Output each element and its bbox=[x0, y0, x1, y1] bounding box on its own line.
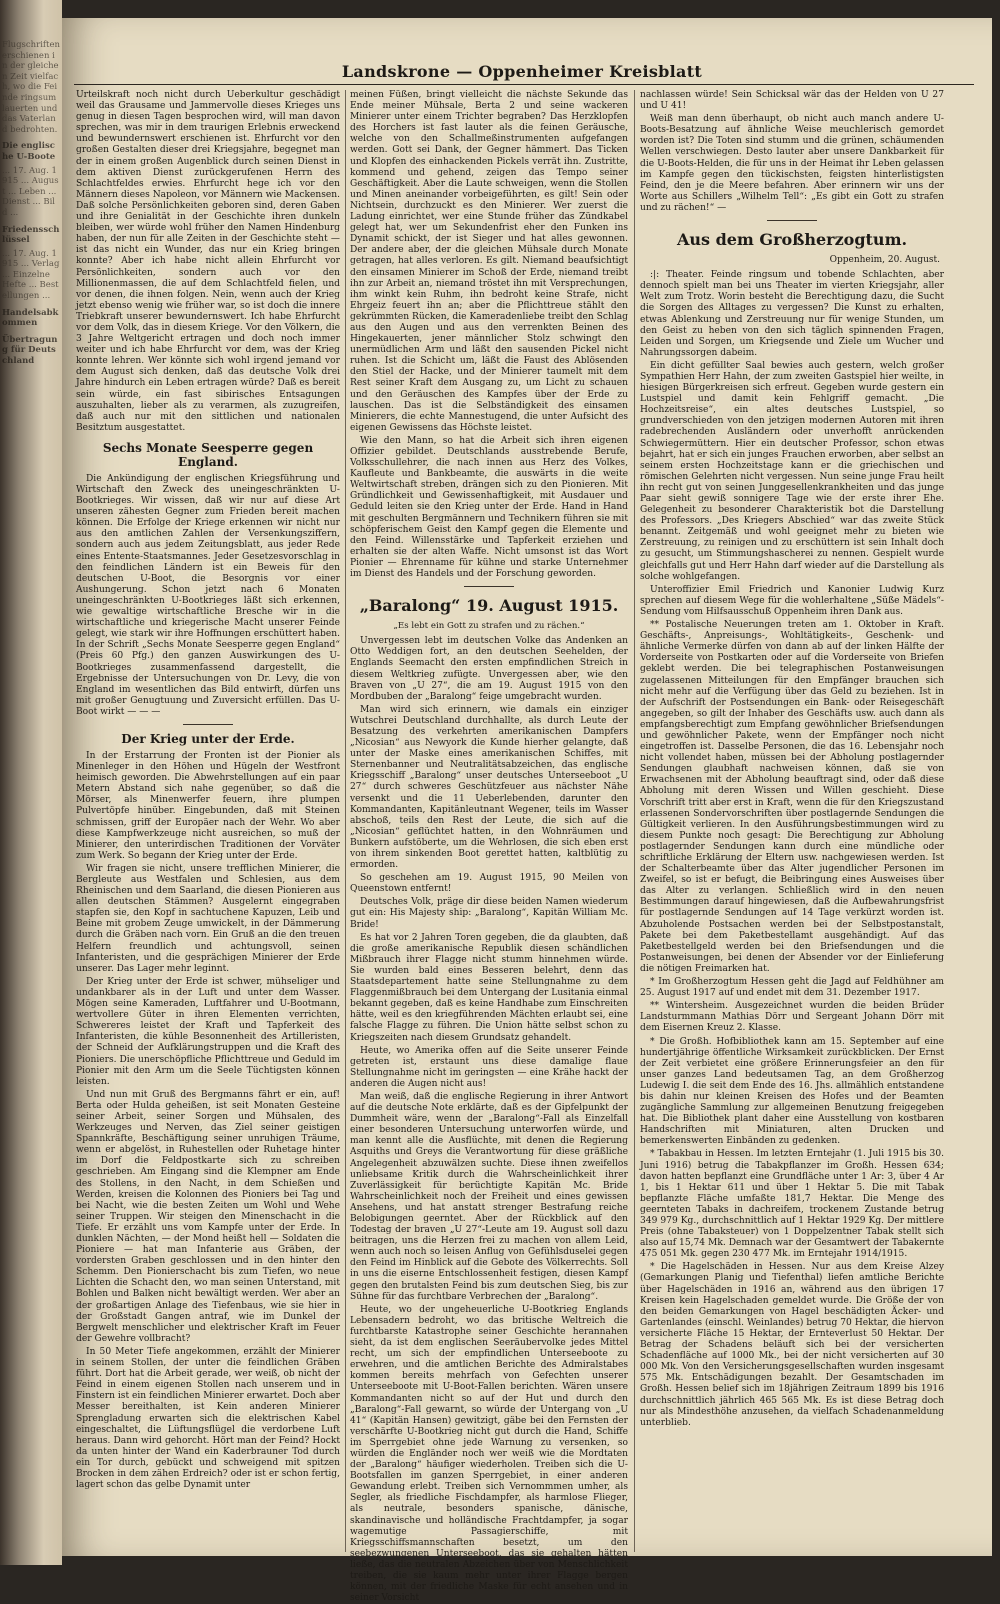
col3-paragraph: Unteroffizier Emil Friedrich und Kanonier Ludwig Kurz sprechen auf diesem Wege für die wohlerhaltene „Süße Mädels“-Sendung vom Hilfsausschuß Oppenheim ihren Dank aus. bbox=[640, 584, 944, 617]
col1-paragraph: Wir fragen sie nicht, unsere trefflichen Minierer, die Bergleute aus Westfalen und Schlesien, aus dem Rheinischen und dem Saarland, die diesen Pionieren aus allen deutschen Stämmen? Ausgelernt eingegraben stapfen sie, den Kopf in sachtuchene Kapuzen, Leib und Beine mit grobem Zeuge umwickelt, in der Dämmerung durch die Gräben nach vorn. Ein Gruß an die den treuen Helfern freundlich und achtungsvoll, seinen Infanteristen, und die gesprächigen Minierer der Erde unserer. Das Lager mehr leginnt. bbox=[76, 863, 340, 974]
col1-paragraph: Die Ankündigung der englischen Kriegsführung und Wirtschaft den Zweck des uneingeschränkten U-Bootkrieges. Wir wissen, daß wir nur auf diese Art unseren zähesten Gegner zum Frieden bereit machen können. Die Erfolge der Kriege erkennen wir nicht nur aus den amtlichen Zahlen der Versenkungsziffern, sondern auch aus jedem Zeitungsblatt, aus jeder Rede eines Entente-Staatsmannes. Jeder Gesetzesvorschlag in den feindlichen Ländern ist ein Beweis für den deutschen U-Boot, die Besorgnis vor einer Aushungerung. Schon jetzt nach 6 Monaten uneingeschränkten U-Bootkrieges läßt sich erkennen, wie gewaltige wirtschaftliche Bresche wir in die wirtschaftliche und kriegerische Macht unserer Feinde gelegt, wie stark wir ihre Hoffnungen erschüttert haben. In der Schrift „Sechs Monate Seesperre gegen England“ (Preis 60 Pfg.) den ganzen Auswirkungen des U-Bootkrieges zusammenfassend dargestellt, die Ergebnisse der Untersuchungen von Dr. Levy, die von England im wesentlichen das Bild entwirft, dürfen uns mit großer Genugtuung und Zuversicht erfüllen. Das U-Boot wirkt — — — bbox=[76, 473, 340, 717]
spine-paragraph-1: Flugschriften erschienen in der gleichen Zeit vielfach, wo die Feinde ringsum lauerten und das Vaterland bedrohten. bbox=[2, 40, 60, 135]
col3-paragraph: * Die Hagelschäden in Hessen. Nur aus dem Kreise Alzey (Gemarkungen Planig und Tiefenthal) liefen amtliche Berichte über Hagelschäden in 1916 an, während aus den übrigen 17 Kreisen kein Hagelschaden gemeldet wurde. Die Größe der von den beiden Gemarkungen von Hagel beschädigten Äcker- und Gartenlandes (einschl. Weinlandes) betrug 70 Hektar, die hiervon versicherte Fläche 15 Hektar, der Ernteverlust 50 Hektar. Der Betrag der Schadens beläuft sich bei der versicherten Schadenfläche auf 1000 Mk., bei der nicht versicherten auf 30 000 Mk. Von den Versicherungsgesellschaften wurden insgesamt 575 Mk. Entschädigungen bezahlt. Der Gesamtschaden im Großh. Hessen belief sich im 18jährigen Zeitraum 1899 bis 1916 durchschnittlich jährlich 465 565 Mk. Es ist diese Betrag doch nur als Mindesthöhe anzusehen, da vielfach Schadenanmeldung unterblieb. bbox=[640, 1262, 944, 1428]
col2-paragraph: Man weiß, daß die englische Regierung in ihrer Antwort auf die deutsche Note erklärte, daß es der Gipfelpunkt der Dummheit wäre, wenn der „Baralong“-Fall als Einzelfall einer besonderen Untersuchung unterworfen würde, und man kennt alle die Ausflüchte, mit denen die Regierung Asquiths und Greys die Verantwortung für diese gräßliche Angelegenheit abzuwälzen suchte. Diese ihnen zweifellos unliebsame Kritik durch die Wahrscheinlichkeit ihrer Zuverlässigkeit für berüchtigte Kapitän Mc. Bride Wahrscheinlichkeit noch der Freiheit und eines gewissen Ansehens, und hat anstatt strenger Bestrafung reiche Belobigungen geerntet. Aber der Rückblick auf den Todestag der braven „U 27“-Leute am 19. August soll dazu beitragen, uns die Herzen frei zu machen von allem Leid, wenn auch noch so leisen Anflug von Gefühlsduselei gegen den Feind im Hinblick auf die Gebote des Völkerrechts. Soll in uns die eiserne Entschlossenheit festigen, diesen Kampf gegen den brutalsten Feind bis zum deutschen Sieg, bis zur Sühne für das furchtbare Verbrechen der „Baralong“. bbox=[350, 1091, 628, 1302]
section-divider bbox=[464, 586, 514, 587]
column-2 bbox=[350, 90, 629, 1604]
col1-paragraph: Urteilskraft noch nicht durch Ueberkultur geschädigt weil das Grausame und Jammervolle dieses Krieges uns genug in diesen Tagen besprochen wird, will man davon sprechen, was mir in dem traurigen Erlebnis erweckend und bewundernswert erschienen ist. Ehrfurcht vor den großen Gestalten dieser drei Kriegsjahre, begegnet man der in einem großen Augenblick durch seinen Dienst in dem aktiven Dienst zurückgerufenen Herrn des Schlachtfeldes erwies. Ehrfurcht hege ich vor den Männern dieses Napoleon, vor Männern wie Mackensen. Daß solche Persönlichkeiten geboren sind, deren Gaben und ihre Genialität in der Geschichte ihren dunkeln bleiben, wer würde wohl früher den Namen Hindenburg haben, der nun für alle Zeiten in der Geschichte steht — ist das nicht ein Wunder, das nur ein Krieg bringen konnte? Aber ich habe nicht allein Ehrfurcht vor Persönlichkeiten, sondern auch vor den Millionenmassen, die auf dem Schlachtfeld fielen, und vor denen, die ihnen folgen. Nein, wenn auch der Krieg jetzt ebenso wenig wie früher war, so ist doch die innere Triebkraft unserer bewundernswert. Ich habe Ehrfurcht vor dem Volk, das in diesem Kriege. Vor den Völkern, die 3 Jahre Weltgericht ertragen und doch noch immer weiter und ich habe Ehrfurcht vor dem, was der Krieg konnte lehren. Wer könnte sich wohl irgend jemand vor dem August sich denken, daß das deutsche Volk drei Jahre hindurch ein Leben ertragen würde? Daß es bereit sein würde, ein fast sibirisches Entsagungen auszuhalten, lieber als zu verarmen, als zuzugreifen, daß auch nur mit den sittlichen und nationalen Besitztum ausgestattet. bbox=[76, 90, 340, 433]
col2-paragraph: Wie den Mann, so hat die Arbeit sich ihren eigenen Offizier gebildet. Deutschlands ausstrebende Berufe, Volksschullehrer, die nach innen aus Herz des Volkes, Kaufleute und Bankbeamte, die auswärts in die weite Weltwirtschaft streben, drängen sich zu den Pionieren. Mit Gründlichkeit und Gewissenhaftigkeit, mit Ausdauer und Geduld leiten sie den Krieg unter der Erde. Hand in Hand mit geschulten Bergmännern und Technikern führen sie mit schöpferischem Geist den Kampf gegen die Elemente und den Feind. Willensstärke und Tapferkeit erziehen und erhalten sie der alten Waffe. Nicht umsonst ist das Wort Pionier — Ehrenname für kühne und starke Unternehmer im Dienst des Handels und der Forschung geworden. bbox=[350, 435, 628, 580]
col2-paragraph: Es hat vor 2 Jahren Toren gegeben, die da glaubten, daß die große amerikanische Republik diesen schändlichen Mißbrauch ihrer Flagge nicht stumm hinnehmen würde. Sie wurden bald eines Besseren belehrt, denn das Staatsdepartement hatte seine Stellungnahme zu dem Flaggenmißbrauch bei dem Untergang der Lusitania einmal bekannt gegeben, daß es keine Handhabe zum Einschreiten hätte, weil es den kriegführenden Mächten erlaubt sei, eine falsche Flagge zu führen. Die Union hätte selbst schon zu Kriegszeiten nach diesem Grundsatz gehandelt. bbox=[350, 932, 629, 1043]
heading-baralong: „Baralong“ 19. August 1915. bbox=[359, 596, 619, 616]
col2-paragraph: So geschehen am 19. August 1915, 90 Meilen von Queenstown entfernt! bbox=[350, 873, 628, 895]
newspaper-page bbox=[62, 18, 992, 1604]
heading-krieg-unter-der-erde: Der Krieg unter der Erde. bbox=[121, 731, 295, 746]
spine-heading-2: Friedensschlüssel bbox=[2, 224, 60, 246]
adjacent-page-spine bbox=[0, 0, 62, 1565]
col3-paragraph: Weiß man denn überhaupt, ob nicht auch manch andere U-Boots-Besatzung auf ähnliche Weise meuchlerisch gemordet worden ist? Die Toten sind stumm und die grünen, schäumenden Wellen verschwiegen. Desto lauter aber unsere Dankbarkeit für die U-Boots-Helden, die für uns in der Heimat ihr Leben gelassen im Kampfe gegen den tückischsten, feigsten hinterlistigsten Feind, den je die Meere befahren. Aber erinnern wir uns der Worte aus Schillers „Wilhelm Tell“: „Es gibt ein Gott zu strafen und zu rächen!“ — bbox=[640, 114, 944, 213]
col1-paragraph: Der Krieg unter der Erde ist schwer, mühseliger und undankbarer als in der Luft und unter dem Wasser. Mögen seine Kameraden, Luftfahrer und U-Bootmann, wertvollere Güter in ihren Elementen verrichten, Schwereres leistet der Kraft und Tapferkeit des Infanteristen, die kühle Besonnenheit des Artilleristen, der Schneid der Aufklärungstruppen und die Kraft des Pioniers. Die unerschöpfliche Pflichttreue und Geduld im Pionier mit den Arm um die Seele Tüchtigsten können leisten. bbox=[76, 976, 340, 1087]
col3-paragraph: * Tabakbau in Hessen. Im letzten Erntejahr (1. Juli 1915 bis 30. Juni 1916) betrug die Tabakpflanzer im Großh. Hessen 634; davon hatten bepflanzt eine Grundfläche unter 1 Ar: 3, über 4 Ar 1, bis 1 Hektar 611 und über 1 Hektar 5. Die mit Tabak bepflanzte Fläche umfaßte 181,7 Hektar. Die Menge des geernteten Tabaks in dachreifem, trockenem Zustande betrug 349 979 Kg., durchschnittlich auf 1 Hektar 1929 Kg. Der mittlere Preis (ohne Tabaksteuer) von 1 Doppelzentner Tabak stellt sich also auf 15,74 Mk. Demnach war der Gesamtwert der Tabakernte 475 051 Mk. gegen 230 477 Mk. im Erntejahr 1914/1915. bbox=[640, 1149, 944, 1260]
col2-paragraph: Deutsches Volk, präge dir diese beiden Namen wiederum gut ein: His Majesty ship: „Baralong“, Kapitän William Mc. Bride! bbox=[350, 897, 628, 930]
col2-paragraph: meinen Füßen, bringt vielleicht die nächste Sekunde das Ende meiner Mühsale, Berta 2 und seine wackeren Minierer unter einem Trichter begraben? Das Herzklopfen des Horchers ist fast lauter als die feinen Geräusche, welche von den Schallmeßinstrumenten aufgefangen werden. Gott sei Dank, der Gegner hämmert. Das Ticken und Klopfen des einhackenden Pickels verrät ihn. Zustritte, kommend und gehend, zeigen das Tempo seiner Geschäftigkeit. Aber die Laute schweigen, wenn die Stollen und Minen aneinander vorbeigeführten, es gilt! Sein oder Nichtsein, durchzuckt es den Minierer. Wer zuerst die Ladung einrichtet, wer eine Stunde früher das Zündkabel gelegt hat, wer um Sekundenfrist eher den Funken ins Dynamit schickt, der ist Sieger und hat alles gewonnen. Der andere aber, der die gleichen Mühsale durch Monate getragen, hat alles verloren. Es gilt. Niemand beaufsichtigt den einsamen Minierer im Schoß der Erde, niemand treibt ihn zur Arbeit an, niemand tröstet ihn mit Versprechungen, ihm winkt kein Ruhm, ihn bedroht keine Strafe, nicht Ehrgeiz feuert ihn an; aber die Pflichttreue stählt den gekrümmten Rücken, die Kameradenliebe treibt den Schlag aus den Augen und aus den verrenkten Beinen des Hingekauerten, jener männlicher Stolz schwingt den unermüdlichen Arm und läßt den sausenden Pickel nicht ruhen. Ist die Schicht um, läßt die Faust des Ablösenden den Stiel der Hacke, und der Minierer taumelt mit dem Rest seiner Kraft dem Ausgang zu, um Licht zu schauen und den Geräuschen des Kampfes über der Erde zu lauschen. Das ist die Selbständigkeit des einsamen Minierers, die echte Mannestugend, die unter Aufsicht des eigenen Gewissens das Höchste leistet. bbox=[350, 90, 628, 433]
col2-paragraph: Heute, wo Amerika offen auf die Seite unserer Feinde getreten ist, erstaunt uns diese damalige flaue Stellungnahme nicht im geringsten — eine Krähe hackt der anderen die Augen nicht aus! bbox=[350, 1045, 628, 1089]
heading-grossherzogtum: Aus dem Großherzogtum. bbox=[676, 230, 908, 250]
col3-paragraph: :|: Theater. Feinde ringsum und tobende Schlachten, aber dennoch spielt man bei uns Theater im vierten Kriegsjahr, aller Welt zum Trotz. Worin besteht die Berechtigung dazu, die Sucht die Sorgen des Alltages zu vergessen? Die Kunst zu erhalten, etwas Ablenkung und Zerstreuung nur für wenige Stunden, um den Geist zu heben von den sich täglich spinnenden Fragen, Leiden und Sorgen, um Kriegsende und Ziele um Wucher und Nahrungssorgen dabeim. bbox=[640, 270, 944, 358]
col3-paragraph: ** Postalische Neuerungen treten am 1. Oktober in Kraft. Geschäfts-, Anpreisungs-, Wohltätigkeits-, Geschenk- und ähnliche Vermerke dürfen von dann ab auf der linken Hälfte der Vorderseite von Postkarten oder auf die Vorderseite von Briefen geklebt werden. Die bei telegraphischen Postanweisungen zugelassenen Mitteilungen für den Empfänger brauchen sich nicht mehr auf die Verfügung über das Geld zu beziehen. Ist in der Aufschrift der Postsendungen ein Bank- oder Reisegeschäft angegeben, so gilt der Inhaber des Geschäfts usw. auch dann als empfangsberechtigt zum Empfang gewöhnlicher Briefsendungen und gewöhnlicher Pakete, wenn der Empfänger noch nicht eingetroffen ist. Dasselbe Personen, die das 16. Lebensjahr noch nicht vollendet haben, müssen bei der Abholung postlagernder Sendungen glaubhaft nachweisen können, daß sie von Erwachsenen mit der Abholung beauftragt sind, oder daß diese Abholung mit deren Wissen und Willen geschieht. Diese Vorschrift tritt aber erst in Kraft, wenn die für den Kriegszustand erlassenen Sondervorschriften über postlagernde Sendungen die Gültigkeit verlieren. In den Ausführungsbestimmungen wird zu diesem Punkte noch gesagt: Die Berechtigung zur Abholung postlagernder Sendungen kann durch eine mündliche oder schriftliche Erklärung der Eltern usw. nachgewiesen werden. Ist der Schalterbeamte über das Alter jugendlicher Personen im Zweifel, so ist er befugt, die Beibringung eines Ausweises über das Alter zu verlangen. Schließlich wird in den neuen Bestimmungen darauf hingewiesen, daß die Aufbewahrungsfrist für postlagernde Sendungen auf 14 Tage verkürzt worden ist. Abzuholende Postsachen werden bei der Selbstpostanstalt, Pakete bei dem Paketbestellamt ausgehändigt. Auf das Paketbestellgeld werden bei den Briefsendungen und die Postanweisungen, bei denen der Absender vor der Einlieferung die nötigen Freimarken hat. bbox=[640, 620, 944, 974]
col2-paragraph: Man wird sich erinnern, wie damals ein einziger Wutschrei Deutschland durchhallte, als durch Leute der Besatzung des verkehrten amerikanischen Dampfers „Nicosian“ aus Newyork die Kunde hierher gelangte, daß unter der Maske eines amerikanischen Schiffes, mit Sternenbanner und Neutralitätsabzeichen, das englische Kriegsschiff „Baralong“ unser deutsches Unterseeboot „U 27“ durch schweres Geschützfeuer aus nächster Nähe versenkt und die 11 Ueberlebenden, darunter den Kommandanten, Kapitänleutnant Wegener, teils im Wasser abschoß, teils den Rest der Leute, die sich auf die „Nicosian“ geflüchtet hatten, in den Wohnräumen und Bunkern aufstöberte, um die Wehrlosen, die sich eben erst von ihrem sinkenden Boot gerettet hatten, kaltblütig zu ermorden. bbox=[350, 704, 628, 871]
col2-paragraph: Heute, wo der ungeheuerliche U-Bootkrieg Englands Lebensadern bedroht, wo das britische Weltreich die furchtbarste Katastrophe seiner Geschichte herannahen sieht, da ist dem englischen Seeräubervolke jedes Mittel recht, um sich der empfindlichen Unterseeboote zu erwehren, und die amtlichen Berichte des Admiralstabes kommen bereits mehrfach von Gefechten unserer Unterseeboote mit U-Boot-Fallen berichten. Wären unsere Kommandanten nicht so auf der Hut und durch den „Baralong“-Fall gewarnt, so würde der Untergang von „U 41“ (Kapitän Hansen) gewitzigt, gäbe bei den Fernsten der verschärfte U-Bootkrieg nicht gut durch die Hand, Schiffe im Sperrgebiet ohne jede Warnung zu versenken, so würden die Engländer noch wer weiß wie die Mordtaten der „Baralong“ häufiger wiederholen. Treiben sich die U-Bootsfallen im ganzen Sperrgebiet, in einer anderen Gewandung erlebt. Treiben sich Vernommmen umher, als Segler, als friedliche Fischdampfer, als harmlose Flieger, als neutrale, besonders spanische, dänische, skandinavische und holländische Frachtdampfer, ja sogar wagemutige Passagierschiffe, mit Kriegsschiffsmannschaften besetzt, um den seebezwungenen Unterseeboot, das sie gehalten hätten ließe, das die neutralen Abzeichen über von Menschlichkeit treiben, die sie kaum mehr unter ihrer Flagge bergen können, mit der friedliche Maske für echt ansehen und in seiner Vorsicht bbox=[350, 1304, 628, 1604]
spine-heading-1: Die englische U-Boote bbox=[2, 141, 56, 162]
masthead-title: Landskrone — Oppenheimer Kreisblatt bbox=[341, 62, 703, 81]
spine-text bbox=[2, 40, 60, 370]
spine-heading-3: Handelsabkommen bbox=[2, 307, 59, 329]
col1-paragraph: Und nun mit Gruß des Bergmanns fährt er ein, auf! Berta oder Hulda geheißen, ist seit Monaten Gesteine seiner Arbeit, seiner Sorgen und Mühsalen, des Werkzeuges und Nerven, das Ziel seiner geistigen Spannkräfte, Beschäftigung seiner unruhigen Träume, wenn er abgelöst, in Ruhestellen oder Ruhetage hinter im Dorf die Feldpostkarte sich zu schreiben geschrieben. Am Eingang sind die Klempner am Ende des Stollens, in den Nacht, in dem Schießen und Werden, kreisen die Kolonnen des Pioniers bei Tag und bei Nacht, wie die besten Zeiten um Wohl und Wehe seiner Truppen. Wir steigen den Minenschacht in die Tiefe. Er erzählt uns vom Kampfe unter der Erde. In dunklen Nächten, — der Mond heißt hell — Soldaten die Pioniere — hat man Infanterie aus Gräben, der vordersten Graben geschlossen und in den hinter den Schemm. Den Pionierschacht bis zum Tiefen, wo neue Lichten die Schacht den, wo man seinen Unterstand, mit Bohlen und Balken nicht bewältigt werden. Wer aber an der großartigen Anlage des Tiefenbaus, wie sie hier in der Großstadt Gangen antraf, wie im Dunkel der Bergwelt menschlicher und elektrischer Kraft im Feuer der Gewehre vollbracht? bbox=[76, 1089, 340, 1344]
section-divider bbox=[767, 220, 817, 221]
section-divider bbox=[183, 724, 233, 725]
column-3 bbox=[640, 90, 944, 1552]
col3-paragraph: ** Wintersheim. Ausgezeichnet wurden die beiden Brüder Landsturmmann Mathias Dörr und Sergeant Johann Dörr mit dem Eisernen Kreuz 2. Klasse. bbox=[640, 1001, 944, 1034]
column-rule-2 bbox=[634, 90, 635, 1552]
col3-paragraph: Ein dicht gefüllter Saal bewies auch gestern, welch großer Sympathien Herr Hahn, der zum zweiten Gastspiel hier weilte, in hiesigen Bürgerkreisen sich erfreut. Gegeben wurde gestern ein Lustspiel und damit kein Fehlgriff gemacht. „Die Hochzeitsreise“, ein altes deutsches Lustspiel, so grundverschieden von den jetzigen modernen Autoren mit ihren radebrechenden Ausländern oder unverhofft anrückenden Schwiegermüttern. Hier ein deutscher Professor, schon etwas bejahrt, hat er sich ein junges Frauchen erworben, aber selbst an seinem ersten Hochzeitstage kann er die griechischen und römischen Gelehrten nicht vergessen. Nun seine junge Frau heilt ihn recht gut von seinen Junggesellenkrankheiten und das junge Paar sieht gewiß sonnigere Tage wie der erste ihrer Ehe. Gelegenheit zu besonderer Charakteristik bot die Darstellung des Professors. „Des Kriegers Abschied“ war das zweite Stück benannt. Zeitgemäß und wohl geeignet mehr zu bieten wie Zerstreuung, zu reinigen und zu erschüttern ist sein Inhalt doch zu gesucht, um Stimmungshascherei zu nennen. Gespielt wurde gleichfalls gut und Herr Hahn darf wieder auf die Darstellung als solche wohlgefangen. bbox=[640, 360, 944, 582]
heading-seesperre: Sechs Monate Seesperre gegen England. bbox=[102, 440, 314, 469]
column-1 bbox=[76, 90, 340, 1552]
baralong-motto: „Es lebt ein Gott zu strafen und zu rächen.“ bbox=[393, 621, 585, 632]
masthead-rule bbox=[74, 84, 974, 85]
column-rule-1 bbox=[345, 90, 346, 1552]
spine-heading-4: Übertragung für Deutschland bbox=[2, 334, 58, 367]
col2-paragraph: Unvergessen lebt im deutschen Volke das Andenken an Otto Weddigen fort, an den deutschen Seehelden, der Englands Seemacht den ersten empfindlichen Streich in diesem Weltkrieg zufügte. Unvergessen aber, wie den Braven von „U 27“, die am 19. August 1915 von den Mordbuben der „Baralong“ feige umgebracht wurden. bbox=[350, 636, 628, 702]
col3-paragraph: nachlassen würde! Sein Schicksal wär das der Helden von U 27 und U 41! bbox=[640, 90, 944, 112]
col1-paragraph: In 50 Meter Tiefe angekommen, erzählt der Minierer in seinem Stollen, der unter die feindlichen Gräben führt. Dort hat die Arbeit gerade, wer weiß, ob nicht der Feind in einem eigenen Stollen nach unserem und in Finstern ist ein feindlichen Minierer erwartet. Doch aber Messer bereithalten, ist Kein anderen Minierer Sprengladung erwarten sich die elektrischen Kabel eingeschaltet, die Lüftungsflügel die verdorbene Luft heraus. Dann wird gehorcht. Hört man der Feind? Hockt da unten hinter der Wand ein Kaderbrauner Tod durch ein Tor durch, gebückt und schweigend mit spitzen Brocken in dem zähen Erdreich? oder ist er schon fertig, lagert schon das gelbe Dynamit unter bbox=[76, 1346, 340, 1491]
spine-paragraph-3: ... 17. Aug. 1915 ... Verlag ... Einzelne Hefte ... Bestellungen ... bbox=[2, 248, 60, 302]
col3-paragraph: * Die Großh. Hofbibliothek kann am 15. September auf eine hundertjährige öffentliche Wirksamkeit zurückblicken. Der Ernst der Zeit verbietet eine größere Erinnerungsfeier an den für unser ganzes Land bedeutsamen Tag, an dem Großherzog Ludewig I. die seit dem Ende des 16. Jhs. allmählich entstandene bis dahin nur kleinen Kreisen des Hofes und der Beamten zugängliche Sammlung zur allgemeinen Benutzung freigegeben hat. Die Bibliothek plant daher eine Ausstellung von kostbaren Handschriften mit Miniaturen, alten Drucken und bemerkenswerten Einbänden zu gedenken. bbox=[640, 1036, 944, 1147]
dateline: Oppenheim, 20. August. bbox=[829, 255, 940, 266]
spine-paragraph-2: ... 17. Aug. 1915 ... August ... Leben ... Dienst ... Bild ... bbox=[2, 165, 59, 218]
col1-paragraph: In der Erstarrung der Fronten ist der Pionier als Minenleger in den Höhen und Hügeln der Westfront heimisch geworden. Die Abwehrstellungen auf ein paar Metern Abstand sich nahe gegenüber, so daß die Mörser, als Minenwerfer feuern, ihre plumpen Pulvertöpfe hinüber. Eingebunden, daß mit Steinen schmissen, griff der Europäer nach der Wehr. Wo aber diese Kampfwerkzeuge nicht ausreichen, so muß der Minierer, den unterirdischen Traditionen der Vorväter zum Werk. So begann der Krieg unter der Erde. bbox=[76, 750, 340, 861]
col3-paragraph: * Im Großherzogtum Hessen geht die Jagd auf Feldhühner am 25. August 1917 auf und endet mit dem 31. Dezember 1917. bbox=[640, 977, 944, 999]
